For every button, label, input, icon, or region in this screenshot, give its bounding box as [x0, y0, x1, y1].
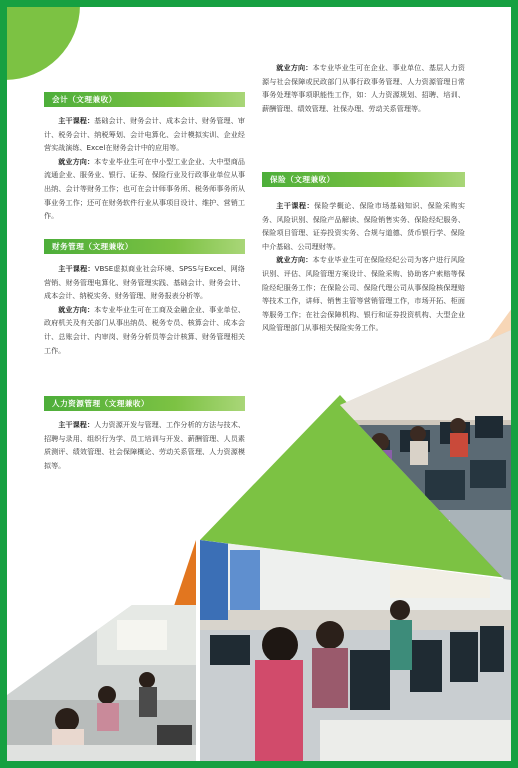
- insurance-header: [262, 172, 465, 187]
- hr-title: 人力资源管理（文理兼收）: [52, 399, 150, 408]
- financial-mgmt-career-text: 本专业毕业生可在工商及金融企业、事业单位、政府机关及有关部门从事出纳员、税务专员、核算会计、成本会计、总账会计、内审岗、财务分析员等会计核算、财务管理相关工作。: [44, 304, 246, 355]
- hr-career-label: 就业方向：: [276, 63, 313, 72]
- financial-mgmt-course-label: 主干课程：: [58, 264, 95, 273]
- financial-mgmt-header: [44, 239, 245, 254]
- hr-career-text: 本专业毕业生可在企业、事业单位、基层人力资源与社会保障或民政部门从事行政事务管理、人力资源管理日常事务处理等事项职能性工作，如：人力资源规划、招聘、培训、薪酬管理、绩效管理、社保办理、劳动关系管理等。: [262, 63, 465, 113]
- accounting-course-label: 主干课程：: [58, 116, 95, 125]
- classroom-photo-bottom: [200, 540, 511, 761]
- insurance-title: 保险（文理兼收）: [270, 175, 335, 184]
- financial-mgmt-title: 财务管理（文理兼收）: [52, 242, 133, 251]
- insurance-career-label: 就业方向：: [276, 255, 313, 265]
- hr-header: [44, 396, 245, 411]
- financial-mgmt-course-text: VBSE虚拟商业社会环境、SPSS与Excel、网络营销、财务管理电算化、财务管理实践、基础会计、财务会计、成本会计、纳税实务、财务管理、财务报表分析等。: [44, 264, 246, 301]
- hr-course-text: 人力资源开发与管理、工作分析的方法与技术、招聘与录用、组织行为学、员工培训与开发、薪酬管理、人员素质测评、绩效管理、社会保障概论、劳动关系管理、人力资源模拟等。: [44, 420, 246, 470]
- accounting-course-text: 基础会计、财务会计、成本会计、财务管理、审计、税务会计、纳税筹划、会计电算化、会计模拟实训、企业经营实战演练、Excel在财务会计中的应用等。: [44, 116, 246, 153]
- accounting-header: [44, 92, 245, 107]
- insurance-career-text: 本专业毕业生可在保险经纪公司为客户进行风险识别、评估、风险管理方案设计、保险采购、协助客户索赔等保险经纪服务工作；在保险公司、保险代理公司从事保险核保理赔等技术工作，讲师、销售主管等营销管理工作，市场开拓、柜面等服务工作；在社会保障机构、银行和证券投资机构、大型企业风险管理部门从事相关保险实务工作。: [262, 255, 465, 333]
- financial-mgmt-body: [44, 262, 245, 357]
- classroom-photo-bottom-left: [7, 605, 196, 761]
- hr-course-label: 主干课程：: [58, 420, 95, 429]
- insurance-course-text: 保险学概论、保险市场基础知识、保险采购实务、风险识别、保险产品解读、保险销售实务、保险经纪服务、保险项目管理、证券投资实务、合规与道德、货币银行学、保险中介基础、公司理财等。: [262, 201, 465, 251]
- accounting-body: [44, 114, 245, 223]
- financial-mgmt-career-label: 就业方向：: [58, 304, 95, 314]
- hr-career-body: [262, 61, 465, 115]
- insurance-body: [262, 199, 465, 335]
- insurance-course-label: 主干课程：: [276, 201, 315, 210]
- accounting-career-label: 就业方向：: [58, 156, 95, 166]
- accounting-title: 会计（文理兼收）: [52, 95, 117, 104]
- hr-body: [44, 418, 245, 472]
- accounting-career-text: 本专业毕业生可在中小型工业企业、大中型商品流通企业、服务业、银行、证券、保险行业及行政事业单位从事出纳、会计等财务工作；也可在会计师事务所、税务师事务所从事业务工作；还可在财务软件行业从事项目设计、维护、营销工作。: [44, 156, 246, 221]
